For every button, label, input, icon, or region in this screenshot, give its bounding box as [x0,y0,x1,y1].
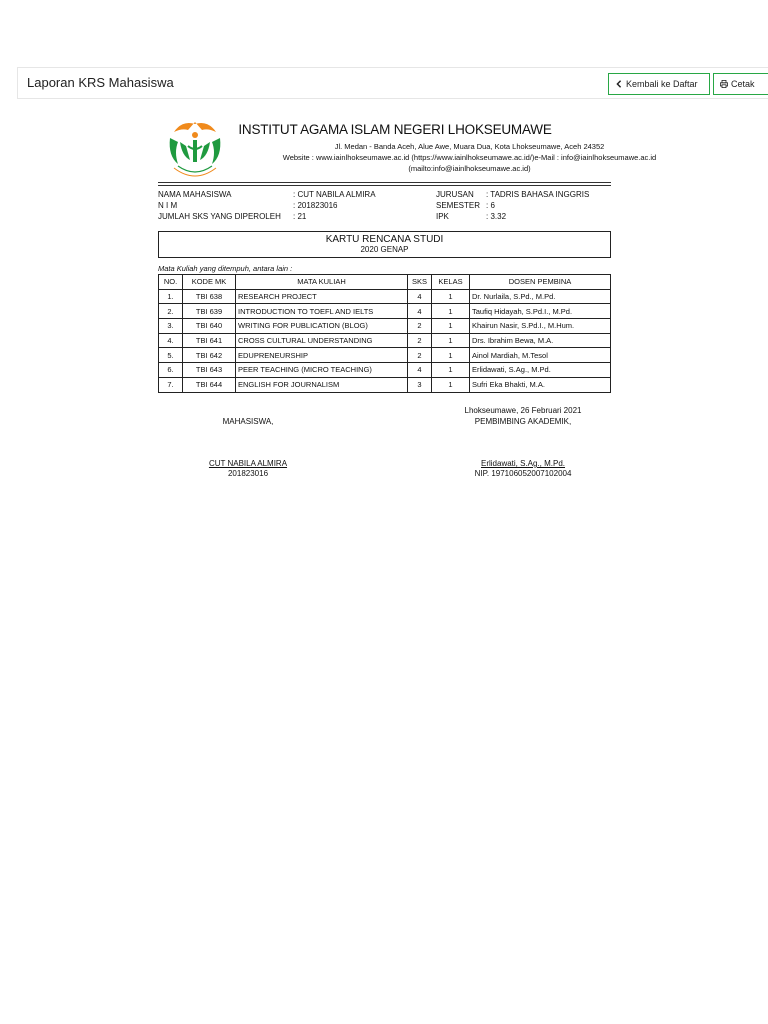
cell-kode: TBI 642 [183,348,236,363]
cell-kelas: 1 [432,348,470,363]
student-sign-id: 201823016 [227,469,269,478]
table-row [159,377,611,392]
student-nim-label: N I M [158,201,178,210]
semester-label: SEMESTER [436,201,481,210]
col-header-sks: SKS [408,275,432,290]
student-role: MAHASISWA, [222,417,274,426]
cell-kelas: 1 [432,289,470,304]
cell-no: 6. [159,363,183,378]
cell-mata-kuliah: ENGLISH FOR JOURNALISM [236,377,408,392]
cell-kode: TBI 638 [183,289,236,304]
cell-dosen: Drs. Ibrahim Bewa, M.A. [470,333,611,348]
student-name-label: NAMA MAHASISWA [158,190,232,199]
advisor-sign-name: Erlidawati, S.Ag., M.Pd. [480,459,566,468]
cell-dosen: Dr. Nurlaila, S.Pd., M.Pd. [470,289,611,304]
advisor-sign-id: NIP. 197106052007102004 [474,469,572,478]
col-header-dosen: DOSEN PEMBINA [470,275,611,290]
print-button[interactable] [713,73,768,95]
institution-address-block [248,141,691,174]
cell-sks: 4 [408,304,432,319]
cell-kelas: 1 [432,333,470,348]
institution-name: INSTITUT AGAMA ISLAM NEGERI LHOKSEUMAWE [238,122,552,137]
cell-sks: 2 [408,333,432,348]
krs-period: 2020 GENAP [360,245,409,254]
col-header-no: NO. [159,275,183,290]
course-table [158,274,611,393]
header-divider [158,182,611,183]
cell-mata-kuliah: PEER TEACHING (MICRO TEACHING) [236,363,408,378]
cell-kode: TBI 643 [183,363,236,378]
cell-dosen: Erlidawati, S.Ag., M.Pd. [470,363,611,378]
chevron-left-icon [615,80,623,88]
table-row [159,289,611,304]
cell-sks: 2 [408,319,432,334]
cell-mata-kuliah: CROSS CULTURAL UNDERSTANDING [236,333,408,348]
cell-kode: TBI 640 [183,319,236,334]
cell-sks: 4 [408,289,432,304]
print-label: Cetak [731,79,755,89]
course-caption: Mata Kuliah yang ditempuh, antara lain : [158,264,293,273]
cell-no: 1. [159,289,183,304]
cell-sks: 4 [408,363,432,378]
semester-value: : 6 [486,201,495,210]
header-divider-2 [158,185,611,186]
institution-website: Website : www.iainlhokseumawe.ac.id (https://www.iainlhokseumawe.ac.id/)e-Mail : info@iainlhokseumawe.ac.id [282,153,657,162]
cell-dosen: Sufri Eka Bhakti, M.A. [470,377,611,392]
cell-kelas: 1 [432,377,470,392]
col-header-kode: KODE MK [183,275,236,290]
col-header-mata-kuliah: MATA KULIAH [236,275,408,290]
cell-sks: 2 [408,348,432,363]
advisor-role: PEMBIMBING AKADEMIK, [474,417,572,426]
student-sks-value: : 21 [293,212,307,221]
table-row [159,304,611,319]
cell-dosen: Taufiq Hidayah, S.Pd.I., M.Pd. [470,304,611,319]
page-title: Laporan KRS Mahasiswa [27,75,174,90]
institution-address: Jl. Medan - Banda Aceh, Alue Awe, Muara Dua, Kota Lhokseumawe, Aceh 24352 [334,142,605,151]
sign-place-date: Lhokseumawe, 26 Februari 2021 [464,406,582,415]
cell-mata-kuliah: EDUPRENEURSHIP [236,348,408,363]
table-row [159,333,611,348]
student-sign-name: CUT NABILA ALMIRA [208,459,288,468]
print-icon [720,80,728,88]
student-nim-value: : 201823016 [293,201,338,210]
student-name-value: : CUT NABILA ALMIRA [293,190,376,199]
cell-mata-kuliah: INTRODUCTION TO TOEFL AND IELTS [236,304,408,319]
cell-no: 5. [159,348,183,363]
cell-kode: TBI 644 [183,377,236,392]
ipk-label: IPK [436,212,449,221]
ipk-value: : 3.32 [486,212,507,221]
student-sks-label: JUMLAH SKS YANG DIPEROLEH [158,212,281,221]
jurusan-label: JURUSAN [436,190,474,199]
cell-dosen: Ainol Mardiah, M.Tesol [470,348,611,363]
cell-mata-kuliah: WRITING FOR PUBLICATION (BLOG) [236,319,408,334]
table-row [159,363,611,378]
cell-no: 2. [159,304,183,319]
cell-kelas: 1 [432,304,470,319]
cell-sks: 3 [408,377,432,392]
cell-kelas: 1 [432,363,470,378]
page-header [17,67,768,99]
cell-kode: TBI 641 [183,333,236,348]
table-header-row [159,275,611,290]
cell-dosen: Khairun Nasir, S.Pd.I., M.Hum. [470,319,611,334]
cell-mata-kuliah: RESEARCH PROJECT [236,289,408,304]
cell-no: 4. [159,333,183,348]
jurusan-value: : TADRIS BAHASA INGGRIS [486,190,590,199]
table-row [159,319,611,334]
cell-no: 7. [159,377,183,392]
cell-kode: TBI 639 [183,304,236,319]
table-row [159,348,611,363]
institution-mail: (mailto:info@iainlhokseumawe.ac.id) [408,164,531,173]
cell-kelas: 1 [432,319,470,334]
cell-no: 3. [159,319,183,334]
back-to-list-button[interactable] [608,73,710,95]
krs-title-box [158,231,611,258]
col-header-kelas: KELAS [432,275,470,290]
back-to-list-label: Kembali ke Daftar [626,79,698,89]
krs-title: KARTU RENCANA STUDI [325,234,444,245]
